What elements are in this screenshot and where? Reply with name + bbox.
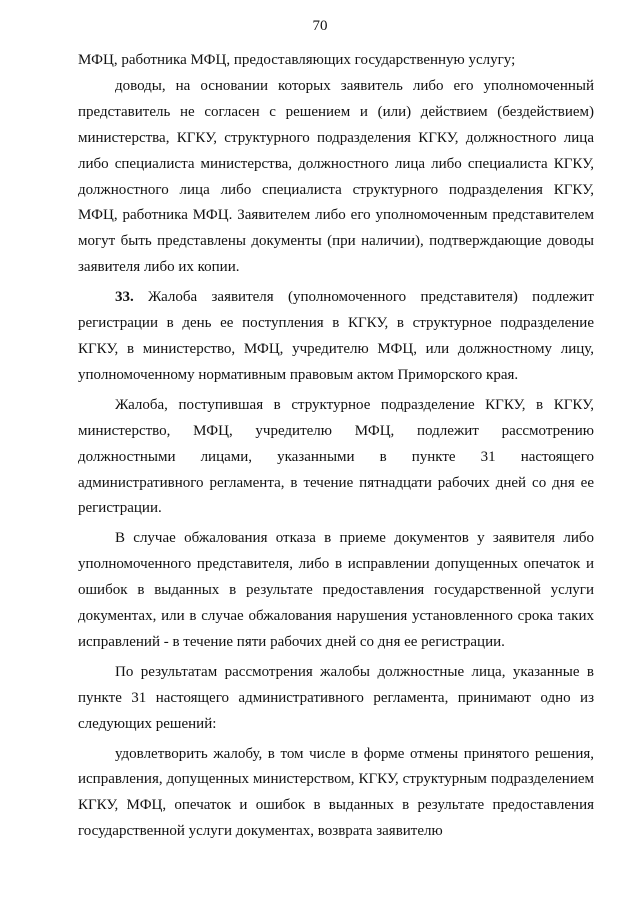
document-body (78, 48, 594, 845)
paragraph-satisfy-complaint: удовлетворить жалобу, в том числе в форме отмены принятого решения, исправления, допущенных министерством, КГКУ, структурным подразделением КГКУ, МФЦ, опечаток и ошибок в выданных в результате предоставления государственной услуги документах, возврата заявителю (78, 745, 594, 840)
page-number: 70 (312, 18, 328, 34)
paragraph-decisions: По результатам рассмотрения жалобы должностные лица, указанные в пункте 31 настоящего административного регламента, принимают одно из следующих решений: (78, 663, 594, 732)
paragraph-continuation: МФЦ, работника МФЦ, предоставляющих государственную услугу; (78, 52, 516, 68)
clause-text: Жалоба заявителя (уполномоченного представителя) подлежит регистрации в день ее поступления в КГКУ, в структурное подразделение КГКУ, в министерство, МФЦ, учредителю МФЦ, или должностному лицу, уполномоченному нормативным правовым актом Приморского края. (78, 289, 594, 383)
paragraph-refusal-appeal: В случае обжалования отказа в приеме документов у заявителя либо уполномоченного представителя, либо в исправлении допущенных опечаток и ошибок в выданных в результате предоставления государственной услуги документах, или в случае обжалования нарушения установленного срока таких исправлений - в течение пяти рабочих дней со дня ее регистрации. (78, 530, 594, 650)
paragraph-33-registration (78, 285, 594, 389)
clause-number: 33. (115, 289, 134, 306)
paragraph-review-period: Жалоба, поступившая в структурное подразделение КГКУ, в КГКУ, министерство, МФЦ, учредителю МФЦ, подлежит рассмотрению должностными лицами, указанными в пункте 31 настоящего административного регламента, в течение пятнадцати рабочих дней со дня ее регистрации. (78, 396, 594, 517)
paragraph-arguments: доводы, на основании которых заявитель либо его уполномоченный представитель не согласен с решением и (или) действием (бездействием) министерства, КГКУ, структурного подразделения КГКУ, должностного лица либо специалиста министерства, должностного лица либо специалиста КГКУ, должностного лица либо специалиста структурного подразделения КГКУ, МФЦ, работника МФЦ. Заявителем либо его уполномоченным представителем могут быть представлены документы (при наличии), подтверждающие доводы заявителя либо их копии. (78, 77, 594, 276)
